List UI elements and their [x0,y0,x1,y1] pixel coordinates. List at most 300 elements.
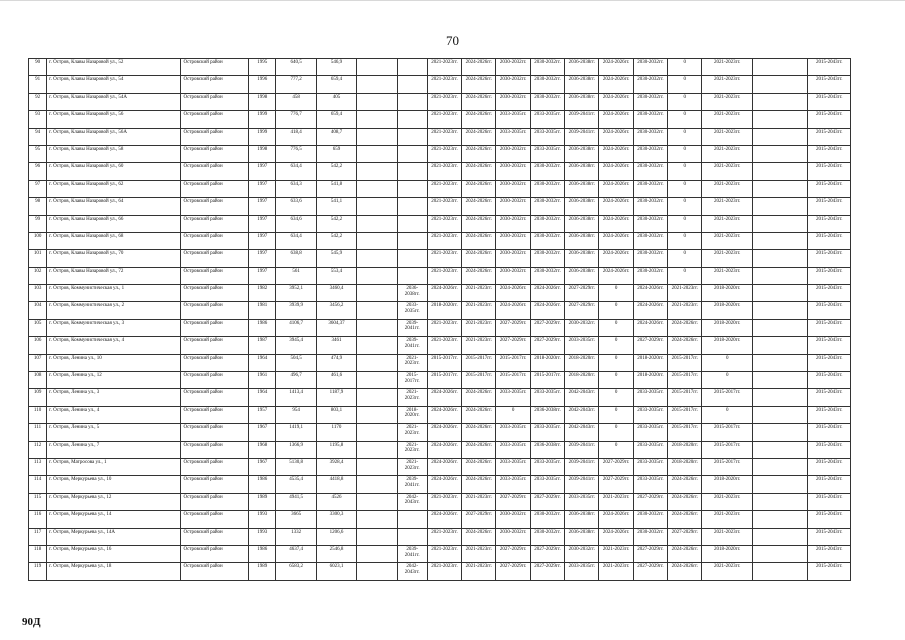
period-cell: 2027-2029гг. [530,563,564,580]
period-cell: 2036-2038гг. [565,250,599,267]
period-cell: 2033-2035гг. [633,476,667,493]
year-built-cell: 1964 [249,389,276,406]
residential-area-cell: 659,4 [316,76,356,93]
blank-cell [752,198,808,215]
year-built-cell: 1986 [249,319,276,336]
district-cell: Островский район [181,285,249,302]
year-built-cell: 1957 [249,406,276,423]
period-cell: 2033-2035гг. [633,441,667,458]
period-cell: 0 [668,163,702,180]
blank-cell [752,215,808,232]
period-cell: 2033-2035гг. [565,563,599,580]
period-cell: 2030-2032гг. [496,215,530,232]
blank-cell [357,145,397,162]
table-row [29,563,851,580]
period-cell: 0 [599,424,633,441]
district-cell: Островский район [181,319,249,336]
total-area-cell: 4106,7 [276,319,316,336]
period-cell: 0 [599,285,633,302]
period-cell: 2027-2029гг. [565,302,599,319]
period-cell: 2021-2023гг. [702,267,752,284]
blank-cell [357,198,397,215]
page-footer-mark: 90Д [22,616,41,628]
period-cell: 2024-2026гг. [668,563,702,580]
period-cell: 2021-2023гг. [427,128,461,145]
period-cell [397,528,427,545]
period-cell: 2024-2026гг. [427,389,461,406]
period-cell: 2018-2020гг. [530,354,564,371]
period-cell: 2024-2026гг. [599,267,633,284]
period-cell: 2015-2017гг. [427,372,461,389]
period-cell: 2030-2032гг. [633,267,667,284]
row-number: 101 [29,250,47,267]
table-row [29,511,851,528]
period-cell: 2015-2043гг. [808,372,851,389]
blank-cell [357,180,397,197]
district-cell: Островский район [181,406,249,423]
row-number: 115 [29,493,47,510]
table-row [29,215,851,232]
district-cell: Островский район [181,250,249,267]
blank-cell [357,493,397,510]
period-cell: 2015-2043гг. [808,128,851,145]
period-cell: 2024-2026гг. [496,302,530,319]
period-cell: 2024-2026гг. [668,511,702,528]
table-row [29,545,851,562]
period-cell: 2021-2023гг. [668,302,702,319]
period-cell: 2024-2026гг. [496,285,530,302]
period-cell: 2033-2035гг. [565,337,599,354]
blank-cell [357,389,397,406]
period-cell: 2024-2026гг. [462,76,496,93]
row-number: 116 [29,511,47,528]
table-row [29,111,851,128]
table-row [29,250,851,267]
period-cell: 2039-2041гг. [397,476,427,493]
residential-area-cell: 541,8 [316,180,356,197]
period-cell: 2030-2032гг. [633,163,667,180]
period-cell: 2024-2026гг. [427,441,461,458]
total-area-cell: 4941,5 [276,493,316,510]
table-row [29,59,851,76]
period-cell: 2030-2032гг. [633,250,667,267]
period-cell: 2024-2026гг. [427,476,461,493]
district-cell: Островский район [181,198,249,215]
period-cell: 2021-2023гг. [427,93,461,110]
period-cell: 2015-2017гг. [397,372,427,389]
period-cell: 2018-2020гг. [702,337,752,354]
total-area-cell: 634,3 [276,180,316,197]
period-cell: 2018-2020гг. [702,285,752,302]
period-cell: 2042-2043гг. [565,406,599,423]
blank-cell [752,302,808,319]
period-cell: 2015-2043гг. [808,354,851,371]
year-built-cell: 1993 [249,511,276,528]
year-built-cell: 1997 [249,198,276,215]
period-cell: 2039-2041гг. [565,476,599,493]
blank-cell [357,285,397,302]
blank-cell [752,285,808,302]
period-cell: 2018-2020гг. [633,372,667,389]
period-cell: 2015-2043гг. [808,389,851,406]
year-built-cell: 1997 [249,232,276,249]
period-cell: 2021-2023гг. [397,458,427,475]
row-number: 110 [29,406,47,423]
period-cell: 2015-2017гг. [702,389,752,406]
address-cell: г. Остров, Ленина ул., 5 [47,424,181,441]
district-cell: Островский район [181,563,249,580]
period-cell: 2036-2038гг. [565,163,599,180]
period-cell: 2024-2026гг. [462,389,496,406]
blank-cell [752,267,808,284]
period-cell: 2027-2029гг. [633,545,667,562]
period-cell [397,267,427,284]
period-cell: 2018-2020гг. [397,406,427,423]
period-cell: 2033-2035гг. [633,389,667,406]
table-row [29,302,851,319]
period-cell: 2024-2026гг. [599,215,633,232]
period-cell: 2024-2026гг. [668,319,702,336]
period-cell: 2030-2032гг. [633,180,667,197]
period-cell: 2033-2035гг. [496,424,530,441]
period-cell: 2042-2043гг. [397,493,427,510]
period-cell: 2042-2043гг. [397,563,427,580]
period-cell: 2024-2026гг. [462,180,496,197]
total-area-cell: 1413,4 [276,389,316,406]
district-cell: Островский район [181,76,249,93]
period-cell: 2024-2026гг. [599,163,633,180]
period-cell: 2030-2032гг. [530,93,564,110]
period-cell: 2021-2023гг. [702,59,752,76]
period-cell: 2024-2026гг. [668,493,702,510]
period-cell: 2030-2032гг. [530,267,564,284]
period-cell: 0 [599,406,633,423]
row-number: 93 [29,111,47,128]
period-cell: 2015-2043гг. [808,59,851,76]
period-cell: 2036-2038гг. [565,198,599,215]
address-cell: г. Остров, Ленина ул., 7 [47,441,181,458]
period-cell: 2021-2023гг. [462,337,496,354]
total-area-cell: 4637,4 [276,545,316,562]
period-cell: 2021-2023гг. [427,145,461,162]
period-cell: 2033-2035гг. [633,458,667,475]
period-cell: 2030-2032гг. [530,76,564,93]
row-number: 99 [29,215,47,232]
period-cell: 2015-2043гг. [808,511,851,528]
row-number: 119 [29,563,47,580]
period-cell: 2030-2032гг. [530,180,564,197]
period-cell: 2015-2017гг. [530,372,564,389]
row-number: 113 [29,458,47,475]
table-row [29,476,851,493]
total-area-cell: 634,4 [276,163,316,180]
period-cell: 2030-2032гг. [633,111,667,128]
period-cell: 0 [599,354,633,371]
period-cell: 0 [668,267,702,284]
total-area-cell: 3939,9 [276,302,316,319]
period-cell: 2030-2032гг. [496,528,530,545]
residential-area-cell: 545,9 [316,250,356,267]
period-cell: 2030-2032гг. [633,76,667,93]
period-cell: 2033-2035гг. [530,458,564,475]
blank-cell [357,441,397,458]
address-cell: г. Остров, Ленина ул., 10 [47,354,181,371]
residential-area-cell: 3456,2 [316,302,356,319]
period-cell: 2021-2023гг. [397,389,427,406]
address-cell: г. Остров, Клавы Назаровой ул., 58 [47,145,181,162]
blank-cell [752,441,808,458]
period-cell: 2024-2026гг. [427,285,461,302]
blank-cell [357,111,397,128]
row-number: 95 [29,145,47,162]
blank-cell [752,563,808,580]
period-cell: 2024-2026гг. [462,163,496,180]
residential-area-cell: 474,9 [316,354,356,371]
period-cell: 2024-2026гг. [530,302,564,319]
period-cell: 2024-2026гг. [462,93,496,110]
address-cell: г. Остров, Ленина ул., 3 [47,389,181,406]
period-cell: 2030-2032гг. [633,528,667,545]
blank-cell [357,232,397,249]
period-cell: 2033-2035гг. [530,128,564,145]
district-cell: Островский район [181,476,249,493]
period-cell [397,215,427,232]
page-number: 70 [446,33,459,48]
year-built-cell: 1967 [249,424,276,441]
period-cell: 2021-2023гг. [462,302,496,319]
blank-cell [357,59,397,76]
address-cell: г. Остров, Клавы Назаровой ул., 70 [47,250,181,267]
year-built-cell: 1964 [249,354,276,371]
period-cell [397,59,427,76]
period-cell: 2015-2043гг. [808,528,851,545]
total-area-cell: 638,8 [276,250,316,267]
blank-cell [752,128,808,145]
period-cell: 2021-2023гг. [462,545,496,562]
blank-cell [357,354,397,371]
row-number: 94 [29,128,47,145]
row-number: 98 [29,198,47,215]
period-cell: 0 [599,337,633,354]
district-cell: Островский район [181,145,249,162]
address-cell: г. Остров, Ленина ул., 12 [47,372,181,389]
address-cell: г. Остров, Коммунистическая ул., 4 [47,337,181,354]
blank-cell [357,128,397,145]
period-cell: 2021-2023гг. [702,511,752,528]
period-cell: 2015-2017гг. [496,372,530,389]
period-cell: 2015-2043гг. [808,93,851,110]
period-cell: 2033-2035гг. [530,424,564,441]
residential-area-cell: 2546,8 [316,545,356,562]
residential-area-cell: 3460,4 [316,285,356,302]
total-area-cell: 458 [276,93,316,110]
period-cell: 0 [702,354,752,371]
period-cell: 2021-2023гг. [397,354,427,371]
period-cell: 2015-2017гг. [427,354,461,371]
period-cell: 2027-2029гг. [530,319,564,336]
blank-cell [752,389,808,406]
period-cell: 2027-2029гг. [599,458,633,475]
period-cell: 2018-2020гг. [565,372,599,389]
district-cell: Островский район [181,458,249,475]
period-cell: 2024-2026гг. [462,250,496,267]
period-cell: 2021-2023гг. [702,93,752,110]
period-cell: 2021-2023гг. [427,493,461,510]
address-cell: г. Остров, Коммунистическая ул., 2 [47,302,181,319]
total-area-cell: 3952,1 [276,285,316,302]
total-area-cell: 418,4 [276,128,316,145]
period-cell: 2021-2023гг. [702,76,752,93]
district-cell: Островский район [181,163,249,180]
address-cell: г. Остров, Клавы Назаровой ул., 54А [47,93,181,110]
district-cell: Островский район [181,111,249,128]
period-cell: 2015-2043гг. [808,250,851,267]
period-cell [397,163,427,180]
period-cell: 2030-2032гг. [496,76,530,93]
period-cell: 2024-2026гг. [599,128,633,145]
period-cell: 2015-2017гг. [496,354,530,371]
period-cell: 2033-2035гг. [496,476,530,493]
year-built-cell: 1997 [249,215,276,232]
residential-area-cell: 4526 [316,493,356,510]
address-cell: г. Остров, Клавы Назаровой ул., 56 [47,111,181,128]
total-area-cell: 776,5 [276,145,316,162]
blank-cell [752,476,808,493]
blank-cell [357,545,397,562]
period-cell: 2015-2043гг. [808,302,851,319]
total-area-cell: 6583,2 [276,563,316,580]
blank-cell [357,528,397,545]
period-cell: 2027-2029гг. [496,319,530,336]
period-cell: 2033-2035гг. [530,145,564,162]
residential-area-cell: 3300,3 [316,511,356,528]
blank-cell [752,180,808,197]
period-cell: 2036-2038гг. [565,145,599,162]
period-cell: 2021-2023гг. [702,163,752,180]
district-cell: Островский район [181,337,249,354]
table-row [29,180,851,197]
district-cell: Островский район [181,354,249,371]
year-built-cell: 1997 [249,250,276,267]
period-cell: 0 [599,389,633,406]
year-built-cell: 1999 [249,128,276,145]
table-row [29,372,851,389]
period-cell: 2021-2023гг. [702,232,752,249]
address-cell: г. Остров, Меркурьева ул., 14 [47,511,181,528]
period-cell [397,232,427,249]
period-cell: 2027-2029гг. [599,476,633,493]
blank-cell [752,111,808,128]
blank-cell [752,59,808,76]
period-cell: 0 [496,406,530,423]
period-cell: 2021-2023гг. [668,285,702,302]
residential-area-cell: 408,7 [316,128,356,145]
row-number: 106 [29,337,47,354]
period-cell: 2030-2032гг. [496,250,530,267]
blank-cell [357,267,397,284]
period-cell: 2030-2032гг. [530,215,564,232]
period-cell: 2030-2032гг. [633,215,667,232]
address-cell: г. Остров, Клавы Назаровой ул., 56А [47,128,181,145]
period-cell: 2030-2032гг. [633,198,667,215]
total-area-cell: 1419,1 [276,424,316,441]
residential-area-cell: 3604,37 [316,319,356,336]
residential-area-cell: 659,4 [316,111,356,128]
period-cell: 2021-2023гг. [397,441,427,458]
row-number: 102 [29,267,47,284]
blank-cell [752,319,808,336]
period-cell: 2033-2035гг. [633,406,667,423]
residential-area-cell: 553,4 [316,267,356,284]
district-cell: Островский район [181,93,249,110]
table-row [29,337,851,354]
period-cell: 0 [599,441,633,458]
period-cell: 2015-2043гг. [808,180,851,197]
district-cell: Островский район [181,545,249,562]
table-row [29,389,851,406]
period-cell: 2015-2043гг. [808,76,851,93]
period-cell: 2024-2026гг. [599,198,633,215]
year-built-cell: 1995 [249,59,276,76]
period-cell: 2024-2026гг. [462,528,496,545]
row-number: 90 [29,59,47,76]
period-cell: 2024-2026гг. [599,111,633,128]
address-cell: г. Остров, Коммунистическая ул., 1 [47,285,181,302]
period-cell: 2024-2026гг. [599,93,633,110]
total-area-cell: 633,6 [276,198,316,215]
period-cell: 2018-2020гг. [702,545,752,562]
period-cell: 2036-2038гг. [565,232,599,249]
period-cell: 2024-2026гг. [462,128,496,145]
period-cell [397,250,427,267]
table-row [29,493,851,510]
period-cell: 2021-2023гг. [702,493,752,510]
period-cell: 2024-2026гг. [599,145,633,162]
period-cell: 2015-2043гг. [808,319,851,336]
blank-cell [357,511,397,528]
period-cell: 2015-2017гг. [702,424,752,441]
period-cell: 2018-2020гг. [668,441,702,458]
year-built-cell: 1989 [249,493,276,510]
period-cell: 0 [599,319,633,336]
period-cell: 2021-2023гг. [462,493,496,510]
year-built-cell: 1986 [249,545,276,562]
row-number: 109 [29,389,47,406]
table-row [29,267,851,284]
row-number: 103 [29,285,47,302]
period-cell: 2027-2029гг. [530,337,564,354]
blank-cell [752,511,808,528]
address-cell: г. Остров, Меркурьева ул., 16 [47,545,181,562]
table-row [29,76,851,93]
period-cell: 2036-2038гг. [565,76,599,93]
period-cell: 2015-2043гг. [808,198,851,215]
row-number: 105 [29,319,47,336]
district-cell: Островский район [181,59,249,76]
period-cell: 2015-2043гг. [808,424,851,441]
page-top-edge [0,0,905,1]
period-cell: 0 [668,59,702,76]
period-cell: 2033-2035гг. [496,458,530,475]
period-cell: 2027-2029гг. [462,511,496,528]
period-cell: 2030-2032гг. [496,93,530,110]
period-cell: 2021-2023гг. [427,319,461,336]
period-cell: 2024-2026гг. [668,545,702,562]
period-cell: 2036-2038гг. [565,59,599,76]
period-cell: 2018-2020гг. [668,458,702,475]
row-number: 114 [29,476,47,493]
period-cell: 2030-2032гг. [565,319,599,336]
